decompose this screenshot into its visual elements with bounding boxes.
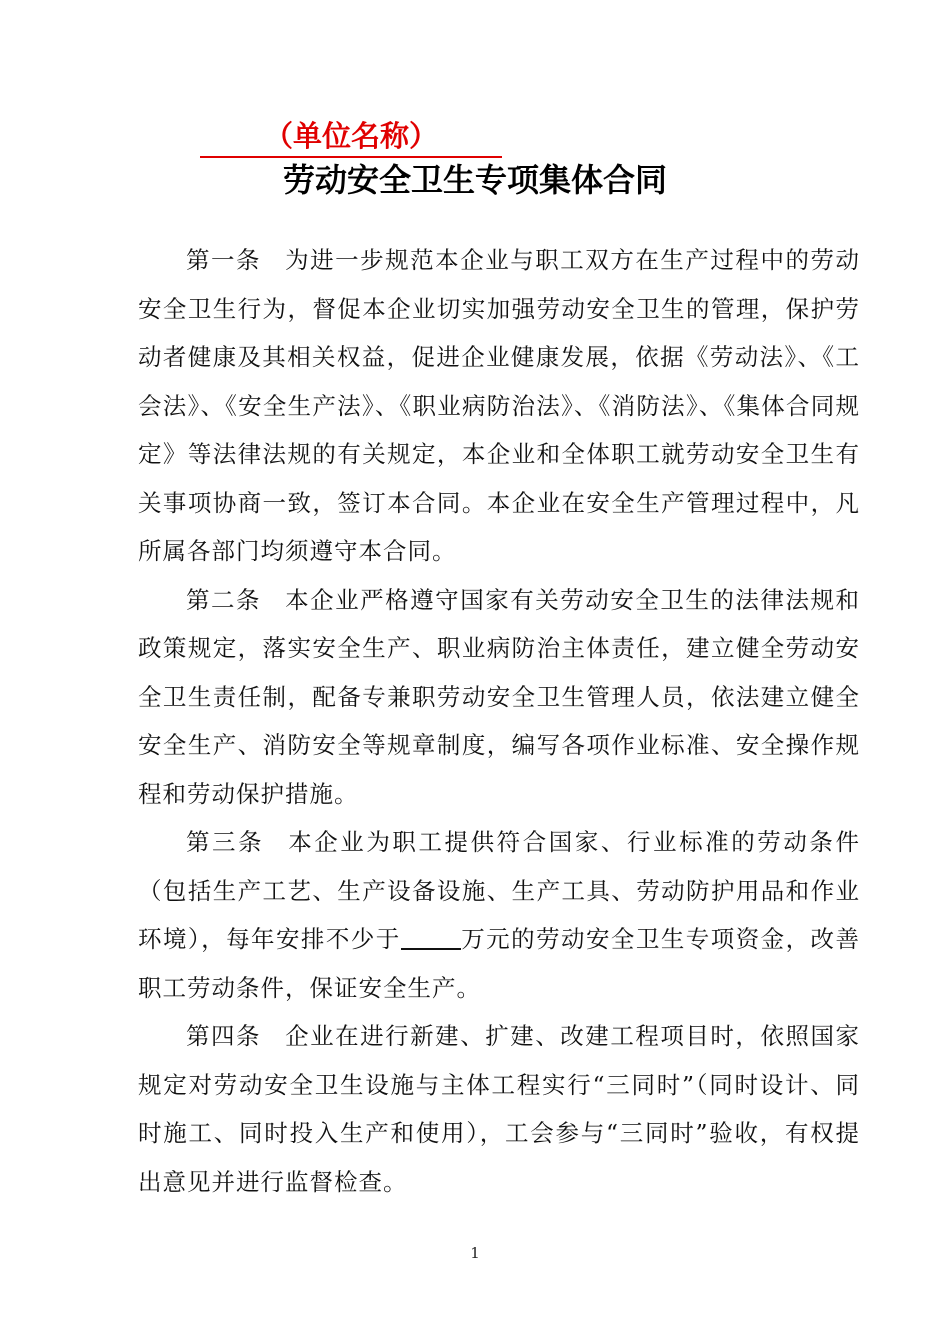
article-text: 企业在进行新建、扩建、改建工程项目时，依照国家规定对劳动安全卫生设施与主体工程实行“三同时”（同时设计、同时施工、同时投入生产和使用），工会参与“三同时”验收，有权提出意见并进行监督检查。 bbox=[138, 1022, 861, 1196]
unit-name-placeholder: （单位名称） bbox=[200, 114, 502, 158]
page-number: 1 bbox=[470, 1244, 480, 1262]
article-text-after-blank: 万元的劳动安全卫生专项资金，改善职工劳动条件，保证安全生产。 bbox=[138, 925, 861, 1002]
article-number: 第一条 bbox=[186, 246, 262, 274]
article-4 bbox=[138, 1012, 860, 1206]
article-text: 本企业严格遵守国家有关劳动安全卫生的法律法规和政策规定，落实安全生产、职业病防治主体责任，建立健全劳动安全卫生责任制，配备专兼职劳动安全卫生管理人员，依法建立健全安全生产、消防安全等规章制度，编写各项作业标准、安全操作规程和劳动保护措施。 bbox=[138, 585, 861, 808]
amount-fill-blank bbox=[401, 925, 461, 951]
contract-body bbox=[138, 236, 860, 1206]
article-3 bbox=[138, 818, 860, 1012]
article-2 bbox=[138, 576, 860, 819]
article-number: 第三条 bbox=[186, 828, 265, 856]
article-number: 第二条 bbox=[186, 585, 262, 614]
article-text: 为进一步规范本企业与职工双方在生产过程中的劳动安全卫生行为，督促本企业切实加强劳动安全卫生的管理，保护劳动者健康及其相关权益，促进企业健康发展，依据《劳动法》、《工会法》、《安全生产法》、《职业病防治法》、《消防法》、《集体合同规定》等法律法规的有关规定，本企业和全体职工就劳动安全卫生有关事项协商一致，签订本合同。本企业在安全生产管理过程中，凡所属各部门均须遵守本合同。 bbox=[138, 246, 861, 565]
article-text-before-blank: 本企业为职工提供符合国家、行业标准的劳动条件（包括生产工艺、生产设备设施、生产工具、劳动防护用品和作业环境），每年安排不少于 bbox=[138, 828, 860, 953]
article-number: 第四条 bbox=[186, 1022, 262, 1050]
document-title: 劳动安全卫生专项集体合同 bbox=[282, 161, 667, 199]
article-1 bbox=[138, 236, 860, 576]
